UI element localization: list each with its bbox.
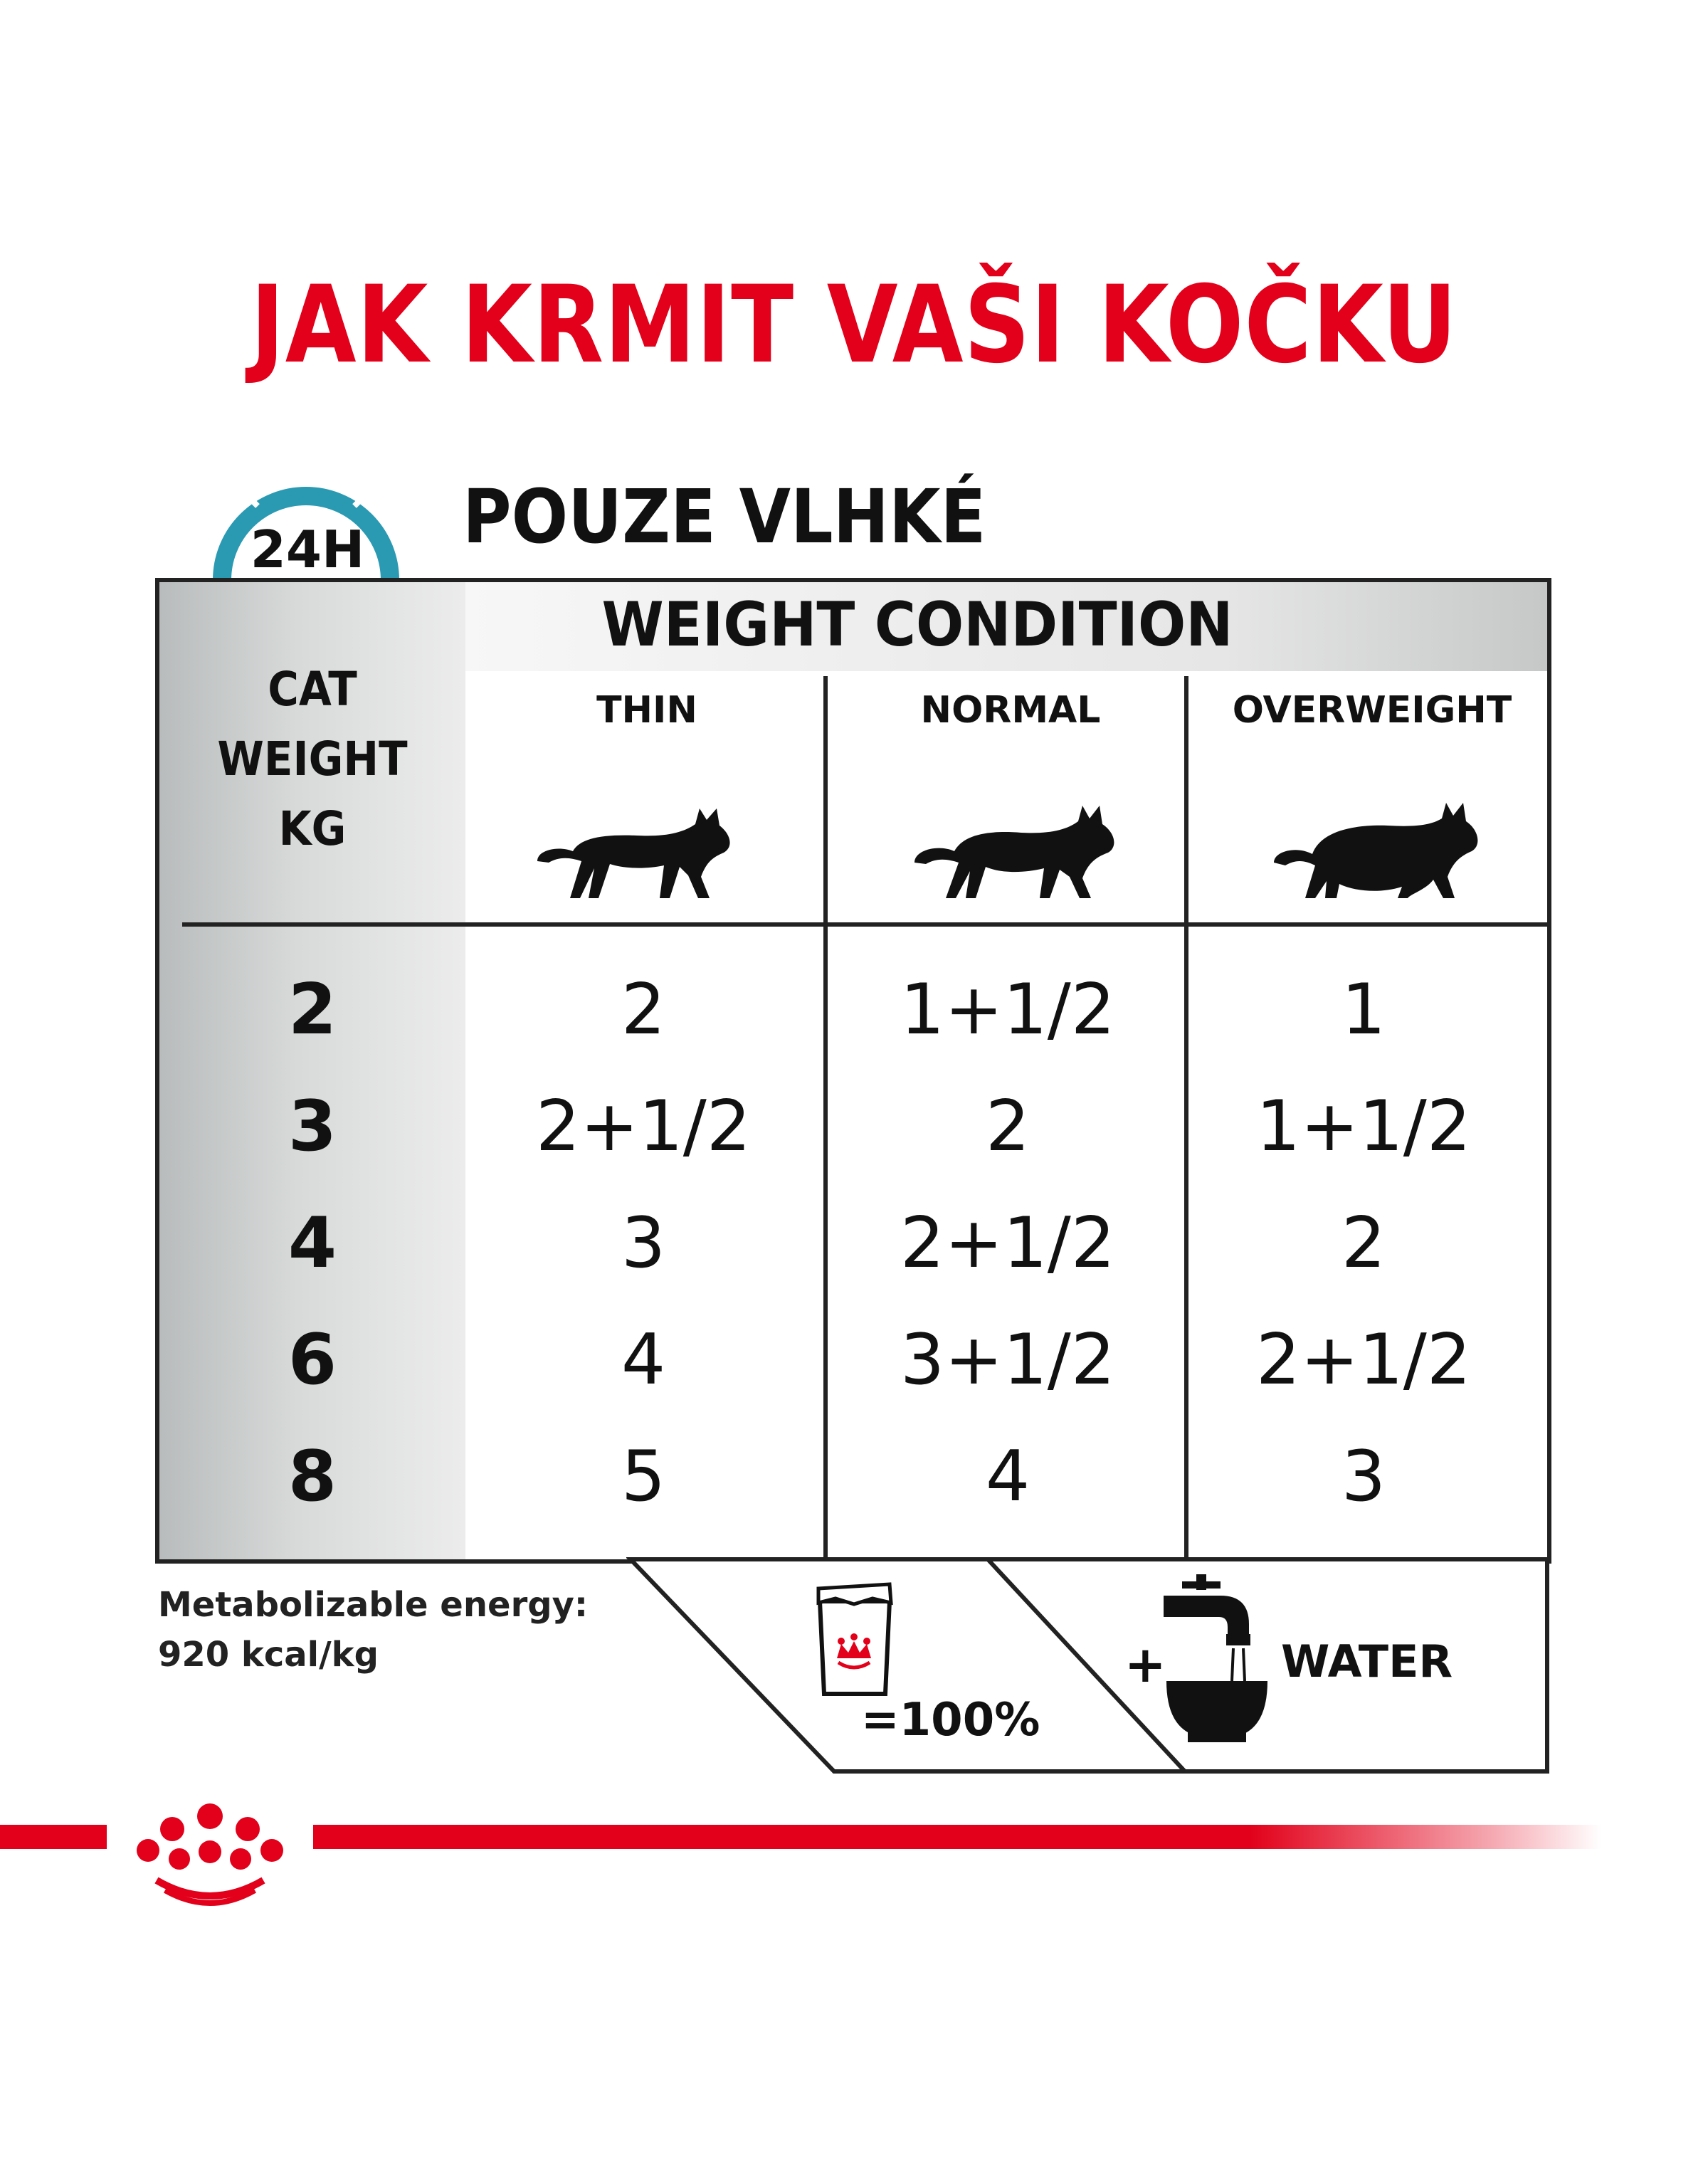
weight-condition-header: WEIGHT CONDITION	[601, 589, 1233, 660]
water-tap-icon	[1156, 1574, 1270, 1745]
normal-cell: 3+1/2	[900, 1319, 1116, 1401]
overweight-cell: 2	[1341, 1203, 1386, 1284]
cat-weight-line-2: WEIGHT	[217, 732, 408, 786]
cat-weight-header	[175, 655, 450, 864]
weight-cell: 2	[288, 969, 337, 1050]
clock-24h-icon	[206, 438, 406, 587]
column-header-thin: THIN	[596, 689, 697, 732]
thin-cell: 4	[621, 1319, 666, 1401]
subtitle: POUZE VLHKÉ	[463, 473, 986, 560]
water-label: WATER	[1281, 1635, 1453, 1687]
normal-cell: 1+1/2	[900, 969, 1116, 1050]
normal-cell: 4	[985, 1436, 1030, 1517]
weight-cell: 3	[288, 1086, 337, 1167]
weight-cell: 4	[288, 1203, 337, 1284]
weight-cell: 6	[288, 1319, 337, 1401]
plus-sign: +	[1124, 1635, 1166, 1694]
energy-value: 920 kcal/kg	[158, 1635, 379, 1675]
column-divider-2	[1184, 676, 1188, 1562]
thin-cell: 5	[621, 1436, 666, 1517]
overweight-cat-icon	[1268, 783, 1489, 904]
header-divider	[182, 922, 1551, 927]
overweight-cell: 1+1/2	[1255, 1086, 1472, 1167]
normal-cell: 2+1/2	[900, 1203, 1116, 1284]
overweight-cell: 1	[1341, 969, 1386, 1050]
cat-weight-line-1: CAT	[268, 662, 357, 717]
thin-cell: 2	[621, 969, 666, 1050]
pouch-percentage: =100%	[861, 1694, 1040, 1747]
weight-cell: 8	[288, 1436, 337, 1517]
energy-label: Metabolizable energy:	[158, 1585, 589, 1625]
metabolizable-energy	[158, 1580, 588, 1680]
overweight-cell: 3	[1341, 1436, 1386, 1517]
column-header-overweight: OVERWEIGHT	[1232, 689, 1512, 732]
clock-label: 24H	[250, 520, 365, 579]
cat-weight-line-3: KG	[278, 801, 347, 856]
thin-cat-icon	[530, 783, 744, 904]
thin-cell: 3	[621, 1203, 666, 1284]
page-title: JAK KRMIT VAŠI KOČKU	[250, 263, 1458, 387]
column-divider-1	[823, 676, 828, 1562]
thin-cell: 2+1/2	[535, 1086, 752, 1167]
column-header-normal: NORMAL	[920, 689, 1101, 732]
pouch-icon	[811, 1580, 897, 1701]
royal-crown-logo	[121, 1793, 299, 1907]
normal-cat-icon	[907, 783, 1128, 904]
normal-cell: 2	[985, 1086, 1030, 1167]
overweight-cell: 2+1/2	[1255, 1319, 1472, 1401]
